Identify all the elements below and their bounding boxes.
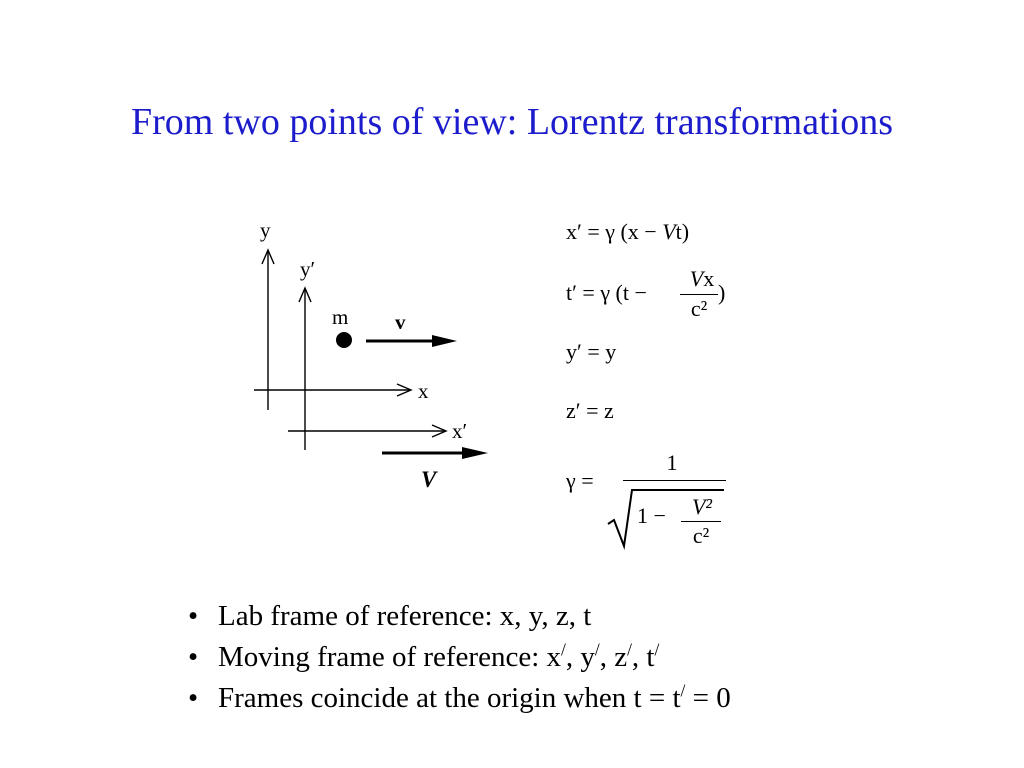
eq-tprime: t′ = γ (t − [566,280,647,305]
eq-gamma-under-fraction-bar [681,521,721,522]
eq-gamma-lhs: γ = [566,468,594,493]
bullet-lab-frame: • Lab frame of reference: x, y, z, t [188,596,731,637]
eq-gamma-fraction-bar [623,480,726,481]
eq-zprime: z′ = z [566,398,614,423]
eq-yprime: y′ = y [566,339,617,364]
eq-tprime-close: ) [718,280,726,305]
eq-gamma-under-denominator: c² [692,523,710,548]
eq-tprime-fraction-bar [680,294,718,295]
moving-x-label: x′ [452,419,468,443]
frame-velocity-arrowhead [462,447,488,459]
eq-tprime-denominator: c² [690,296,708,321]
eq-gamma-numerator: 1 [666,450,678,475]
bullet-origin-coincide: • Frames coincide at the origin when t = t/ = 0 [188,678,731,719]
bullet-moving-frame: • Moving frame of reference: x/, y/, z/, t/ [188,637,731,678]
eq-xprime: x′ = γ (x − Vt) [566,219,690,244]
frame-velocity-label: V [421,467,437,492]
velocity-v-arrowhead [432,335,457,347]
eq-gamma-under-prefix: 1 − [637,503,666,528]
lab-y-label: y [260,218,271,242]
lab-x-label: x [418,379,429,403]
slide-title: From two points of view: Lorentz transformations [131,101,893,143]
bullet-marker: • [188,682,199,714]
bullet-list [188,596,731,719]
bullet-marker: • [188,641,199,673]
bullet-marker: • [188,600,199,632]
eq-gamma-under-numerator: V² [691,494,713,519]
moving-y-label: y′ [300,257,316,281]
reference-frames-diagram [240,210,500,500]
mass-dot [336,332,352,348]
mass-label: m [332,305,349,329]
velocity-v-label: v [395,310,406,334]
eq-tprime-numerator: Vx [689,266,715,291]
